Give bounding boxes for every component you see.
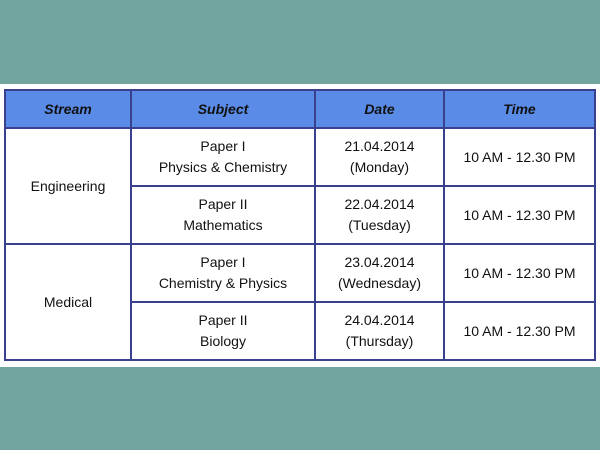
date-value: 22.04.2014 — [344, 196, 415, 212]
date-cell — [315, 244, 444, 302]
subject-name: Physics & Chemistry — [158, 159, 288, 175]
time-cell: 10 AM - 12.30 PM — [444, 302, 595, 360]
paper-label: Paper II — [198, 312, 248, 328]
table-panel — [0, 84, 600, 367]
header-subject: Subject — [131, 90, 315, 128]
header-row — [5, 90, 595, 128]
date-cell — [315, 186, 444, 244]
table-row — [5, 244, 595, 302]
day-value: (Wednesday) — [337, 275, 421, 291]
date-value: 23.04.2014 — [344, 254, 415, 270]
subject-cell — [131, 244, 315, 302]
paper-label: Paper I — [200, 138, 246, 154]
date-value: 24.04.2014 — [344, 312, 415, 328]
time-cell: 10 AM - 12.30 PM — [444, 186, 595, 244]
time-cell: 10 AM - 12.30 PM — [444, 128, 595, 186]
stream-cell: Medical — [5, 244, 131, 360]
date-cell — [315, 128, 444, 186]
exam-schedule-table — [4, 89, 596, 361]
header-time: Time — [444, 90, 595, 128]
header-date: Date — [315, 90, 444, 128]
paper-label: Paper II — [198, 196, 248, 212]
subject-name: Biology — [200, 333, 246, 349]
subject-cell — [131, 186, 315, 244]
table-row — [5, 128, 595, 186]
time-cell: 10 AM - 12.30 PM — [444, 244, 595, 302]
header-stream: Stream — [5, 90, 131, 128]
subject-name: Chemistry & Physics — [158, 275, 288, 291]
day-value: (Thursday) — [345, 333, 414, 349]
subject-cell — [131, 128, 315, 186]
paper-label: Paper I — [200, 254, 246, 270]
subject-name: Mathematics — [183, 217, 263, 233]
stream-cell: Engineering — [5, 128, 131, 244]
subject-cell — [131, 302, 315, 360]
day-value: (Monday) — [349, 159, 410, 175]
day-value: (Tuesday) — [348, 217, 411, 233]
date-cell — [315, 302, 444, 360]
date-value: 21.04.2014 — [344, 138, 415, 154]
